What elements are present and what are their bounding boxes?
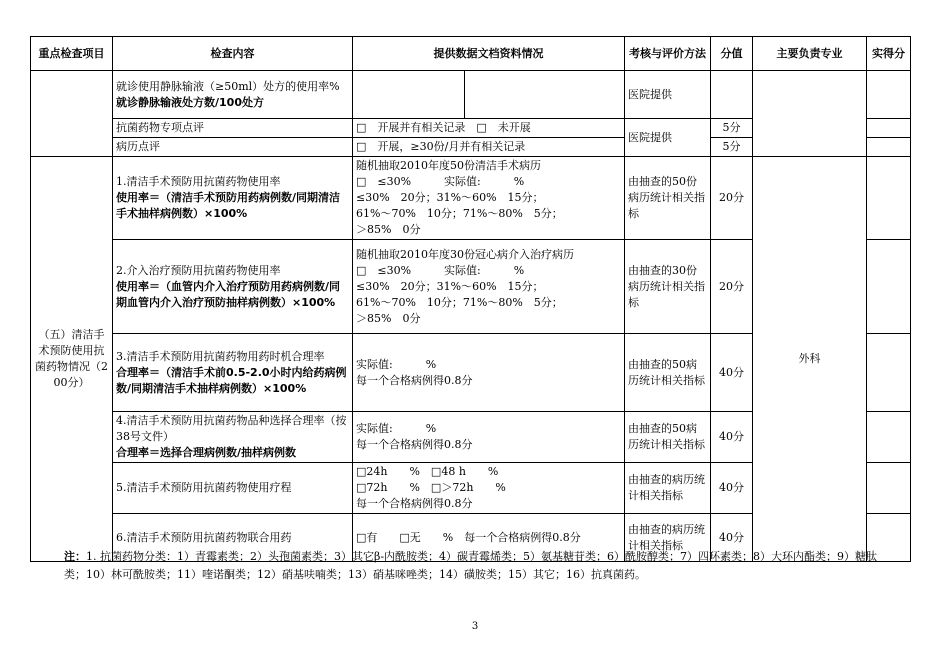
- actual-cell: [867, 71, 911, 119]
- docs-cell: [353, 71, 465, 119]
- docs-line: ＞85% 0分: [356, 311, 421, 325]
- docs-line: 每一个合格病例得0.8分: [356, 438, 473, 451]
- docs-line: 61%～70% 10分；71%～80% 5分；: [356, 207, 563, 220]
- content-cell: [113, 412, 353, 463]
- docs-line: 随机抽取2010年度30份冠心病介入治疗病历: [356, 247, 574, 261]
- footnote-text: 1. 抗菌药物分类：1）青霉素类；2）头孢菌素类；3）其它β-内酰胺类；4）碳青霉烯类；5）氨基糖苷类；6）酰胺醇类；7）四环素类；8）大环内酯类；9）糖肽类；10）林可酰胺类；11）喹诺酮类；12）硝基呋喃类；13）硝基咪唑类；14）磺胺类；15）其它；16）抗真菌药。: [64, 550, 878, 581]
- header-dept: 主要负责专业: [753, 37, 867, 71]
- content-formula: 就诊静脉输液处方数/100处方: [116, 95, 264, 109]
- content-cell: 5.清洁手术预防用抗菌药物使用疗程: [113, 463, 353, 514]
- docs-cell: [353, 334, 625, 412]
- method-cell: 由抽查的50病历统计相关指标: [625, 334, 711, 412]
- dept-cell-empty: [753, 71, 867, 157]
- score-cell: 40分: [711, 514, 753, 562]
- score-cell: 40分: [711, 412, 753, 463]
- docs-cell: □ 开展，≥30份/月并有相关记录: [353, 138, 625, 157]
- docs-cell: □ 开展并有相关记录 □ 未开展: [353, 119, 625, 138]
- content-text: 4.清洁手术预防用抗菌药物品种选择合理率（按38号文件）: [116, 414, 347, 443]
- actual-cell: [867, 119, 911, 138]
- content-formula: 使用率＝（血管内介入治疗预防用药病例数/同期血管内介入治疗预防抽样病例数）×100%: [116, 279, 341, 309]
- docs-line: ＞85% 0分: [356, 223, 421, 236]
- docs-line: 每一个合格病例得0.8分: [356, 373, 473, 387]
- method-cell: 由抽查的病历统计相关指标: [625, 514, 711, 562]
- header-row: [31, 37, 911, 71]
- header-docs: 提供数据文档资料情况: [353, 37, 625, 71]
- score-cell: 20分: [711, 240, 753, 334]
- docs-line: 实际值: %: [356, 422, 437, 435]
- header-content: 检查内容: [113, 37, 353, 71]
- docs-line: ≤30% 20分；31%～60% 15分；: [356, 191, 544, 204]
- docs-line: 每一个合格病例得0.8分: [356, 497, 473, 510]
- header-method: 考核与评价方法: [625, 37, 711, 71]
- actual-cell: [867, 240, 911, 334]
- content-text: 1.清洁手术预防用抗菌药物使用率: [116, 175, 281, 188]
- content-text: 就诊使用静脉输液（≥50ml）处方的使用率%: [116, 79, 340, 93]
- content-cell: 抗菌药物专项点评: [113, 119, 353, 138]
- docs-cell: □有 □无 % 每一个合格病例得0.8分: [353, 514, 625, 562]
- dept-cell: 外科: [753, 157, 867, 562]
- method-cell: 由抽查的50病历统计相关指标: [625, 412, 711, 463]
- content-cell: 6.清洁手术预防用抗菌药物联合用药: [113, 514, 353, 562]
- docs-cell: [353, 463, 625, 514]
- docs-line: 实际值: %: [356, 357, 437, 371]
- score-cell: 40分: [711, 463, 753, 514]
- content-cell: [113, 334, 353, 412]
- score-cell: 40分: [711, 334, 753, 412]
- evaluation-table: [30, 36, 911, 562]
- docs-line: 61%～70% 10分；71%～80% 5分；: [356, 295, 563, 309]
- docs-line: □ ≤30% 实际值: %: [356, 175, 525, 188]
- content-cell: [113, 240, 353, 334]
- header-item: 重点检查项目: [31, 37, 113, 71]
- actual-cell: [867, 334, 911, 412]
- method-cell: 医院提供: [625, 71, 711, 119]
- content-formula: 使用率＝（清洁手术预防用药病例数/同期清洁手术抽样病例数）×100%: [116, 191, 341, 220]
- actual-cell: [867, 463, 911, 514]
- content-formula: 合理率＝（清洁手术前0.5-2.0小时内给药病例数/同期清洁手术抽样病例数）×100%: [116, 365, 347, 395]
- score-cell: 20分: [711, 157, 753, 240]
- header-score: 分值: [711, 37, 753, 71]
- actual-cell: [867, 412, 911, 463]
- page-number: 3: [471, 621, 479, 632]
- method-cell: 由抽查的50份病历统计相关指标: [625, 157, 711, 240]
- actual-cell: [867, 157, 911, 240]
- content-formula: 合理率＝选择合理病例数/抽样病例数: [116, 446, 297, 459]
- table-row: [31, 71, 911, 119]
- docs-line: □72h % □＞72h %: [356, 481, 506, 494]
- docs-cell: [465, 71, 625, 119]
- content-cell: [113, 157, 353, 240]
- method-cell: 由抽查的30份病历统计相关指标: [625, 240, 711, 334]
- footnote: [64, 548, 894, 584]
- score-cell: 5分: [711, 119, 753, 138]
- header-actual: 实得分: [867, 37, 911, 71]
- docs-cell: [353, 412, 625, 463]
- docs-cell: [353, 240, 625, 334]
- method-cell: 医院提供: [625, 119, 711, 157]
- content-cell: [113, 71, 353, 119]
- item-cell-empty: [31, 71, 113, 157]
- actual-cell: [867, 138, 911, 157]
- docs-line: 随机抽取2010年度50份清洁手术病历: [356, 159, 541, 172]
- docs-line: ≤30% 20分；31%～60% 15分；: [356, 279, 544, 293]
- score-cell: 5分: [711, 138, 753, 157]
- docs-line: □24h % □48 h %: [356, 465, 499, 478]
- docs-line: □ ≤30% 实际值: %: [356, 263, 525, 277]
- content-text: 3.清洁手术预防用抗菌药物用药时机合理率: [116, 349, 325, 363]
- content-cell: 病历点评: [113, 138, 353, 157]
- section-label: （五）清洁手术预防使用抗菌药物情况（200分）: [31, 157, 113, 562]
- content-text: 2.介入治疗预防用抗菌药物使用率: [116, 263, 281, 277]
- table-row: [31, 157, 911, 240]
- footnote-label: 注：: [64, 550, 86, 563]
- docs-cell: [353, 157, 625, 240]
- score-cell: [711, 71, 753, 119]
- method-cell: 由抽查的病历统计相关指标: [625, 463, 711, 514]
